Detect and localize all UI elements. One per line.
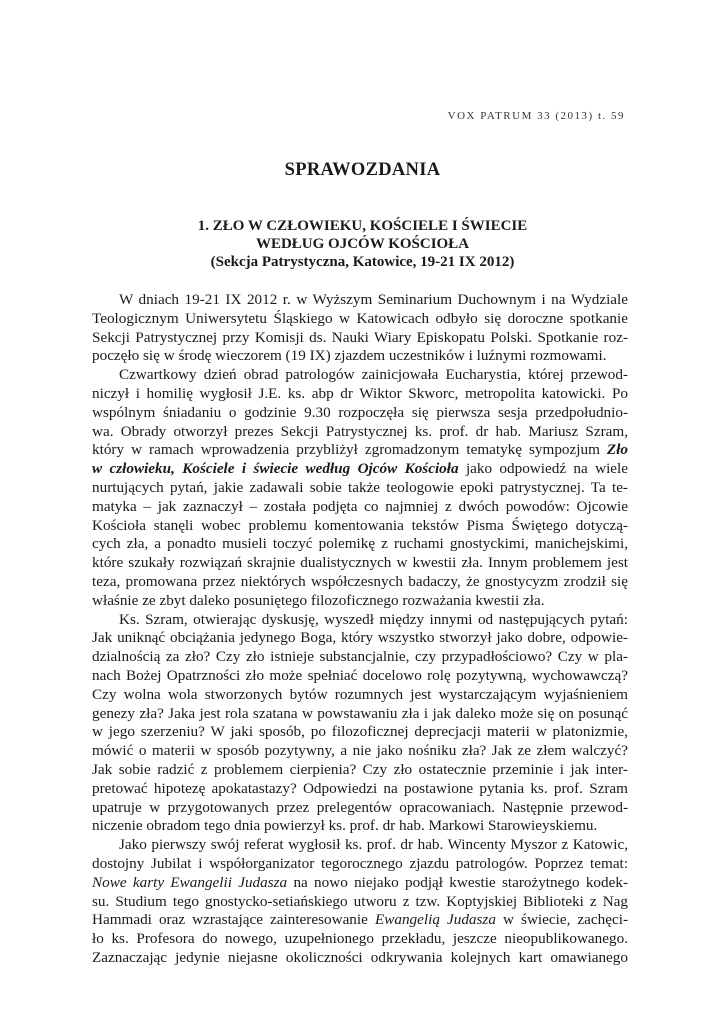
text-line: Kościoła stanęli wobec problemu komentowania tekstów Pisma Świętego dotyczą- xyxy=(92,516,628,534)
text-line: Jak uniknąć obciążania jedynego Boga, który wszystko stworzył jako dobre, odpowie- xyxy=(92,629,628,647)
text-line: matyka – jak zaznaczył – została podjęta co najmniej z dwóch powodów: Ojcowie xyxy=(92,497,628,515)
article-heading xyxy=(100,217,625,271)
text-line: poczęło się w środę wieczorem (19 IX) zjazdem uczestników i luźnymi rozmowami. xyxy=(92,347,607,365)
paragraph-4 xyxy=(92,836,628,968)
text-line: Czy wolna wola stworzonych bytów rozumnych jest wystarczającym wyjaśnieniem xyxy=(92,685,628,703)
text-line: Jak sobie radzić z problemem cierpienia? Czy zło ostatecznie przeminie i jak inter- xyxy=(92,760,628,778)
text-line: upatruje w przygotowanych przez prelegentów opracowaniach. Następnie przewod- xyxy=(92,798,628,816)
text-line: genezy zła? Jaka jest rola szatana w powstawaniu zła i jak daleko może się on posunąć xyxy=(92,704,628,722)
italic-title: w człowieku, Kościele i świecie według Ojców Kościoła xyxy=(92,460,459,478)
text-line xyxy=(92,874,628,893)
text-line: teza, promowana przez niektórych współczesnych badaczy, że gnostycyzm zrodził się xyxy=(92,572,628,590)
paragraph-3 xyxy=(92,611,628,837)
text-line: wa. Obrady otworzył prezes Sekcji Patrystycznej ks. prof. dr hab. Mariusz Szram, xyxy=(92,422,628,440)
text-line xyxy=(92,460,628,479)
paragraph-1 xyxy=(92,291,628,366)
text-line: mówić o materii w sposób pozytywny, a nie jako nośniku zła? Jak ze złem walczyć? xyxy=(92,742,628,760)
italic-title: Ewangelią Judasza xyxy=(374,911,496,929)
article-subtitle: (Sekcja Patrystyczna, Katowice, 19-21 IX 2012) xyxy=(210,254,515,270)
text-line: które szukały rozwiązań skrajnie dualistycznych w kwestii zła. Innym problemem jest xyxy=(92,554,628,572)
text-segment: w świecie, zachęci- xyxy=(503,911,629,929)
text-line: Czwartkowy dzień obrad patrologów zainicjowała Eucharystia, której przewod- xyxy=(119,366,628,384)
italic-title: Zło xyxy=(606,441,629,459)
paragraph-2 xyxy=(92,366,628,610)
text-line: pretować hipotezę apokatastazy? Odpowiedzi na postawione pytania ks. prof. Szram xyxy=(92,779,628,797)
text-line: dostojny Jubilat i współorganizator tegorocznego zjazdu patrologów. Poprzez temat: xyxy=(92,854,628,872)
text-line xyxy=(92,441,628,460)
text-line: wspólnym śniadaniu o godzinie 9.30 rozpoczęła się pierwsza sesja przedpołudnio- xyxy=(92,403,628,421)
text-line: Jako pierwszy swój referat wygłosił ks. prof. dr hab. Wincenty Myszor z Katowic, xyxy=(119,836,628,854)
running-head: VOX PATRUM 33 (2013) t. 59 xyxy=(447,110,625,122)
text-segment: który w ramach wprowadzenia przybliżył zgromadzonym tematykę sympozjum xyxy=(92,441,600,459)
text-line: nurtujących pytań, jakie zadawali sobie także teologowie epoki patrystycznej. Ta te- xyxy=(92,478,628,496)
italic-title: Nowe karty Ewangelii Judasza xyxy=(92,873,288,891)
text-line: nach Bożej Opatrzności zło może spełniać docelowo rolę pozytywną, wychowawczą? xyxy=(92,666,628,684)
text-line: su. Studium tego gnostycko-setiańskiego utworu z tzw. Koptyjskiej Biblioteki z Nag xyxy=(92,892,628,910)
article-title-line-1: 1. ZŁO W CZŁOWIEKU, KOŚCIELE I ŚWIECIE xyxy=(197,218,528,234)
text-line: Sekcji Patrystycznej przy Komisji ds. Nauki Wiary Episkopatu Polski. Spotkanie roz- xyxy=(92,328,628,346)
text-segment: na nowo niejako podjął kwestie starożytnego kodek- xyxy=(293,873,629,891)
text-line: dzialnością za zło? Czy zło istnieje substancjalnie, czy przypadłościowo? Czy w pla- xyxy=(92,648,628,666)
section-title: SPRAWOZDANIA xyxy=(284,160,441,180)
text-line: Ks. Szram, otwierając dyskusję, wyszedł między innymi od następujących pytań: xyxy=(119,610,628,628)
text-segment: jako odpowiedź na wiele xyxy=(465,460,628,478)
text-segment: Hammadi oraz wzrastające zainteresowanie xyxy=(92,911,368,929)
article-body xyxy=(92,291,628,968)
article-title-line-2: WEDŁUG OJCÓW KOŚCIOŁA xyxy=(255,236,470,252)
text-line: Zaznaczając jedynie niejasne okoliczności odkrywania kolejnych kart omawianego xyxy=(92,948,628,966)
text-line: niczenie obradom tego dnia powierzył ks. prof. dr hab. Markowi Starowieyskiemu. xyxy=(92,817,598,835)
text-line: cych zła, a ponadto musieli toczyć polemikę z ruchami gnostyckimi, manichejskimi, xyxy=(92,535,628,553)
text-line: niczył i homilię wygłosił J.E. ks. abp dr Wiktor Skworc, metropolita katowicki. Po xyxy=(92,384,628,402)
text-line: w jego szerzeniu? W jaki sposób, po filozoficznej deprecjacji materii w platonizmie, xyxy=(92,723,628,741)
text-line: właśnie ze zbyt daleko posuniętego filozoficznego rozważania kwestii zła. xyxy=(92,591,545,609)
text-line: Teologicznym Uniwersytetu Śląskiego w Katowicach odbyło się doroczne spotkanie xyxy=(92,309,628,327)
text-line xyxy=(92,911,628,930)
text-line: W dniach 19-21 IX 2012 r. w Wyższym Seminarium Duchownym i na Wydziale xyxy=(119,291,628,308)
text-line: ło ks. Profesora do nowego, uzupełnionego przekładu, jeszcze nieopublikowanego. xyxy=(92,930,628,948)
